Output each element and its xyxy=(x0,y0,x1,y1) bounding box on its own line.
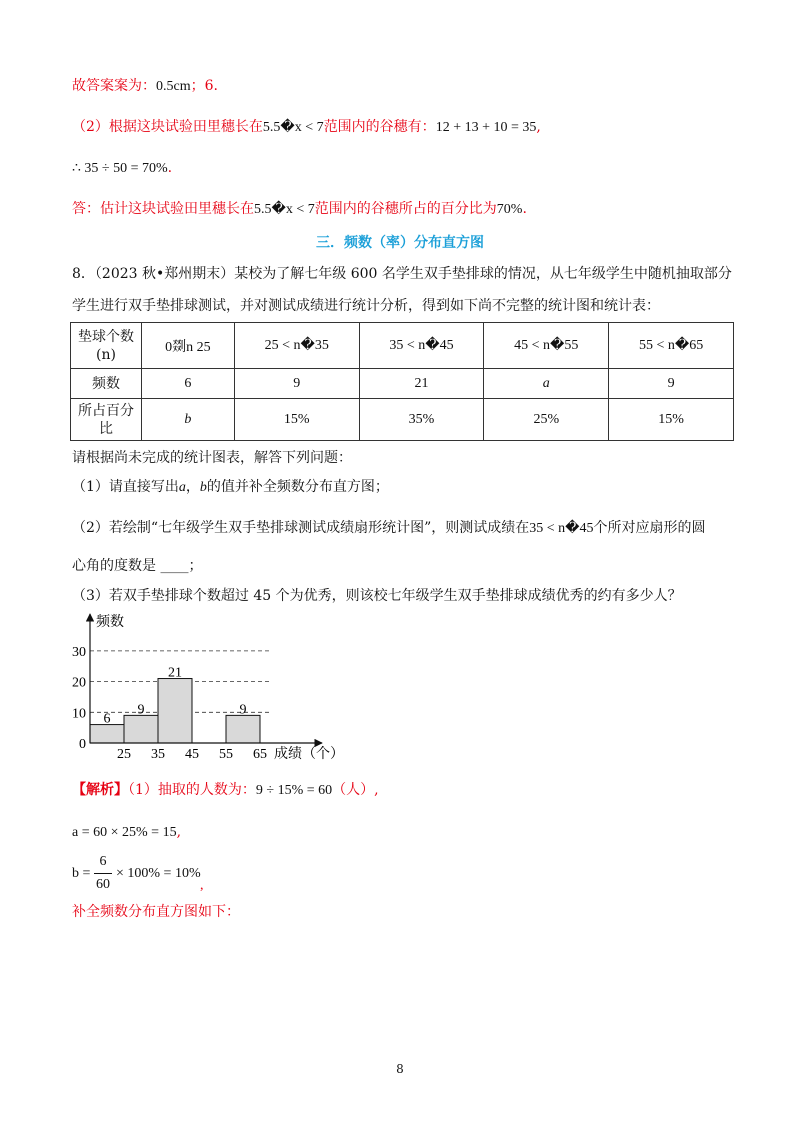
table-col-4: 45 < n�55 xyxy=(484,323,609,369)
freq-label: 频数 xyxy=(71,369,142,399)
conclusion-middle: 范围内的谷穗所占的百分比为 xyxy=(314,201,497,217)
x-axis-label: 成绩（个） xyxy=(274,747,344,762)
page-number: 8 xyxy=(396,1062,404,1076)
solution-line3-rest: × 100% = 10% xyxy=(116,866,201,881)
x-tick-label: 45 xyxy=(185,747,199,762)
x-tick-label: 55 xyxy=(219,747,233,762)
conclusion-line xyxy=(72,199,527,220)
freq-cell-1: 6 xyxy=(142,369,235,399)
question-2 xyxy=(72,518,706,539)
conclusion-value: 70% xyxy=(496,202,523,217)
y-axis-label: 频数 xyxy=(96,615,124,630)
bar-value-label: 9 xyxy=(239,702,247,718)
section-title: 三．频数（率）分布直方图 xyxy=(316,235,484,251)
x-tick-labels xyxy=(117,747,267,762)
conclusion-range: 5.5�x < 7 xyxy=(254,202,315,217)
y-tick-label: 10 xyxy=(72,706,86,722)
freq-cell-3: 21 xyxy=(359,369,484,399)
table-col-3: 35 < n�45 xyxy=(359,323,484,369)
q2-range: 35 < n�45 xyxy=(529,521,594,536)
pct-cell-1: b xyxy=(142,399,235,441)
therefore-line xyxy=(72,158,172,179)
question-3: （3）若双手垫排球个数超过 45 个为优秀，则该校七年级学生双手垫排球成绩优秀的约有多少人？ xyxy=(72,588,682,604)
solution-line-1 xyxy=(72,780,379,801)
part2-line xyxy=(72,117,541,138)
header-label-line-1: 垫球个数 xyxy=(78,328,134,345)
problem-line-2: 学生进行双手垫排球测试，并对测试成绩进行统计分析，得到如下尚不完整的统计图和统计表： xyxy=(72,298,660,314)
header-label-line-2: (n) xyxy=(96,346,116,363)
bars xyxy=(90,679,260,743)
bar-value-label: 9 xyxy=(137,702,145,718)
q1-a: a xyxy=(178,480,186,495)
q1-sep: ， xyxy=(185,479,200,495)
solution-line3-suffix: , xyxy=(200,878,204,893)
answer-value-b: 6. xyxy=(204,78,218,94)
q2-prefix: （2）若绘制“七年级学生双手垫排球测试成绩扇形统计图”，则测试成绩在 xyxy=(72,520,530,536)
x-tick-label: 65 xyxy=(253,747,267,762)
frequency-histogram xyxy=(60,606,380,766)
y-tick-label: 30 xyxy=(72,644,86,660)
y-tick-labels xyxy=(72,645,86,752)
solution-line2-suffix: , xyxy=(176,824,182,840)
solution-line2-expr: a = 60 × 25% = 15 xyxy=(72,825,177,840)
histogram-bar xyxy=(226,715,260,743)
conclusion-suffix: . xyxy=(522,201,527,217)
histogram-bar xyxy=(124,715,158,743)
pct-cell-5: 15% xyxy=(609,399,734,441)
freq-cell-5: 9 xyxy=(609,369,734,399)
question-2-line-2: 心角的度数是 ____； xyxy=(72,558,203,574)
therefore-suffix: . xyxy=(167,160,173,176)
pct-label-line-2: 比 xyxy=(99,420,113,437)
q1-prefix: （1）请直接写出 xyxy=(72,479,179,495)
answer-prefix: 故答案案为： xyxy=(72,78,156,94)
part2-prefix: （2）根据这块试验田里穗长在 xyxy=(72,119,263,135)
bar-value-label: 6 xyxy=(103,711,111,727)
histogram-bar xyxy=(158,679,192,743)
part2-suffix: , xyxy=(536,119,541,135)
table-col-5: 55 < n�65 xyxy=(609,323,734,369)
solution-line3-lhs: b = xyxy=(72,866,91,881)
table-header-row xyxy=(71,323,734,369)
problem-line-1: 8．（2023 秋•郑州期末）某校为了解七年级 600 名学生双手垫排球的情况，从七年级学生中随机抽取部分 xyxy=(72,266,732,282)
y-tick-label: 0 xyxy=(79,737,86,752)
x-tick-label: 25 xyxy=(117,747,131,762)
freq-cell-4: a xyxy=(484,369,609,399)
table-freq-row xyxy=(71,369,734,399)
solution-line1-suffix: （人）, xyxy=(332,782,379,798)
pct-cell-3: 35% xyxy=(359,399,484,441)
fraction-bar xyxy=(94,873,112,874)
answer-line-1 xyxy=(72,76,218,97)
q1-suffix: 的值并补全频数分布直方图； xyxy=(206,479,389,495)
answer-separator: ； xyxy=(190,78,205,94)
pct-label-line-1: 所占百分 xyxy=(78,402,134,419)
q1-b: b xyxy=(199,480,207,495)
table-col-2: 25 < n�35 xyxy=(234,323,359,369)
pct-cell-4: 25% xyxy=(484,399,609,441)
prompt-line: 请根据尚未完成的统计图表，解答下列问题： xyxy=(72,450,352,466)
q2-suffix: 个所对应扇形的圆 xyxy=(593,520,706,536)
x-tick-label: 35 xyxy=(151,747,165,762)
fraction-numerator: 6 xyxy=(99,854,107,869)
pct-label xyxy=(71,399,142,441)
solution-tag: 【解析】 xyxy=(72,782,128,798)
solution-line-4: 补全频数分布直方图如下： xyxy=(72,904,240,920)
solution-line1-prefix: （1）抽取的人数为： xyxy=(128,782,256,798)
solution-line-2 xyxy=(72,822,181,843)
part2-range: 5.5�x < 7 xyxy=(262,120,324,135)
y-tick-label: 20 xyxy=(72,675,86,691)
part2-expr: 12 + 13 + 10 = 35 xyxy=(435,120,537,135)
stats-table xyxy=(70,322,734,441)
freq-cell-2: 9 xyxy=(234,369,359,399)
answer-value-a: 0.5cm xyxy=(156,79,191,94)
histogram-bar xyxy=(90,725,124,743)
part2-middle: 范围内的谷穗有： xyxy=(323,119,436,135)
solution-line1-expr: 9 ÷ 15% = 60 xyxy=(255,783,333,798)
bar-value-label: 21 xyxy=(168,665,182,681)
question-1 xyxy=(72,477,389,498)
conclusion-prefix: 答：估计这块试验田里穗长在 xyxy=(72,201,254,217)
pct-cell-2: 15% xyxy=(234,399,359,441)
therefore-expr: ∴ 35 ÷ 50 = 70% xyxy=(72,161,168,176)
table-col-1: 0剟n 25 xyxy=(142,323,235,369)
table-header-label xyxy=(71,323,142,369)
table-pct-row xyxy=(71,399,734,441)
fraction-denominator: 60 xyxy=(96,877,110,892)
